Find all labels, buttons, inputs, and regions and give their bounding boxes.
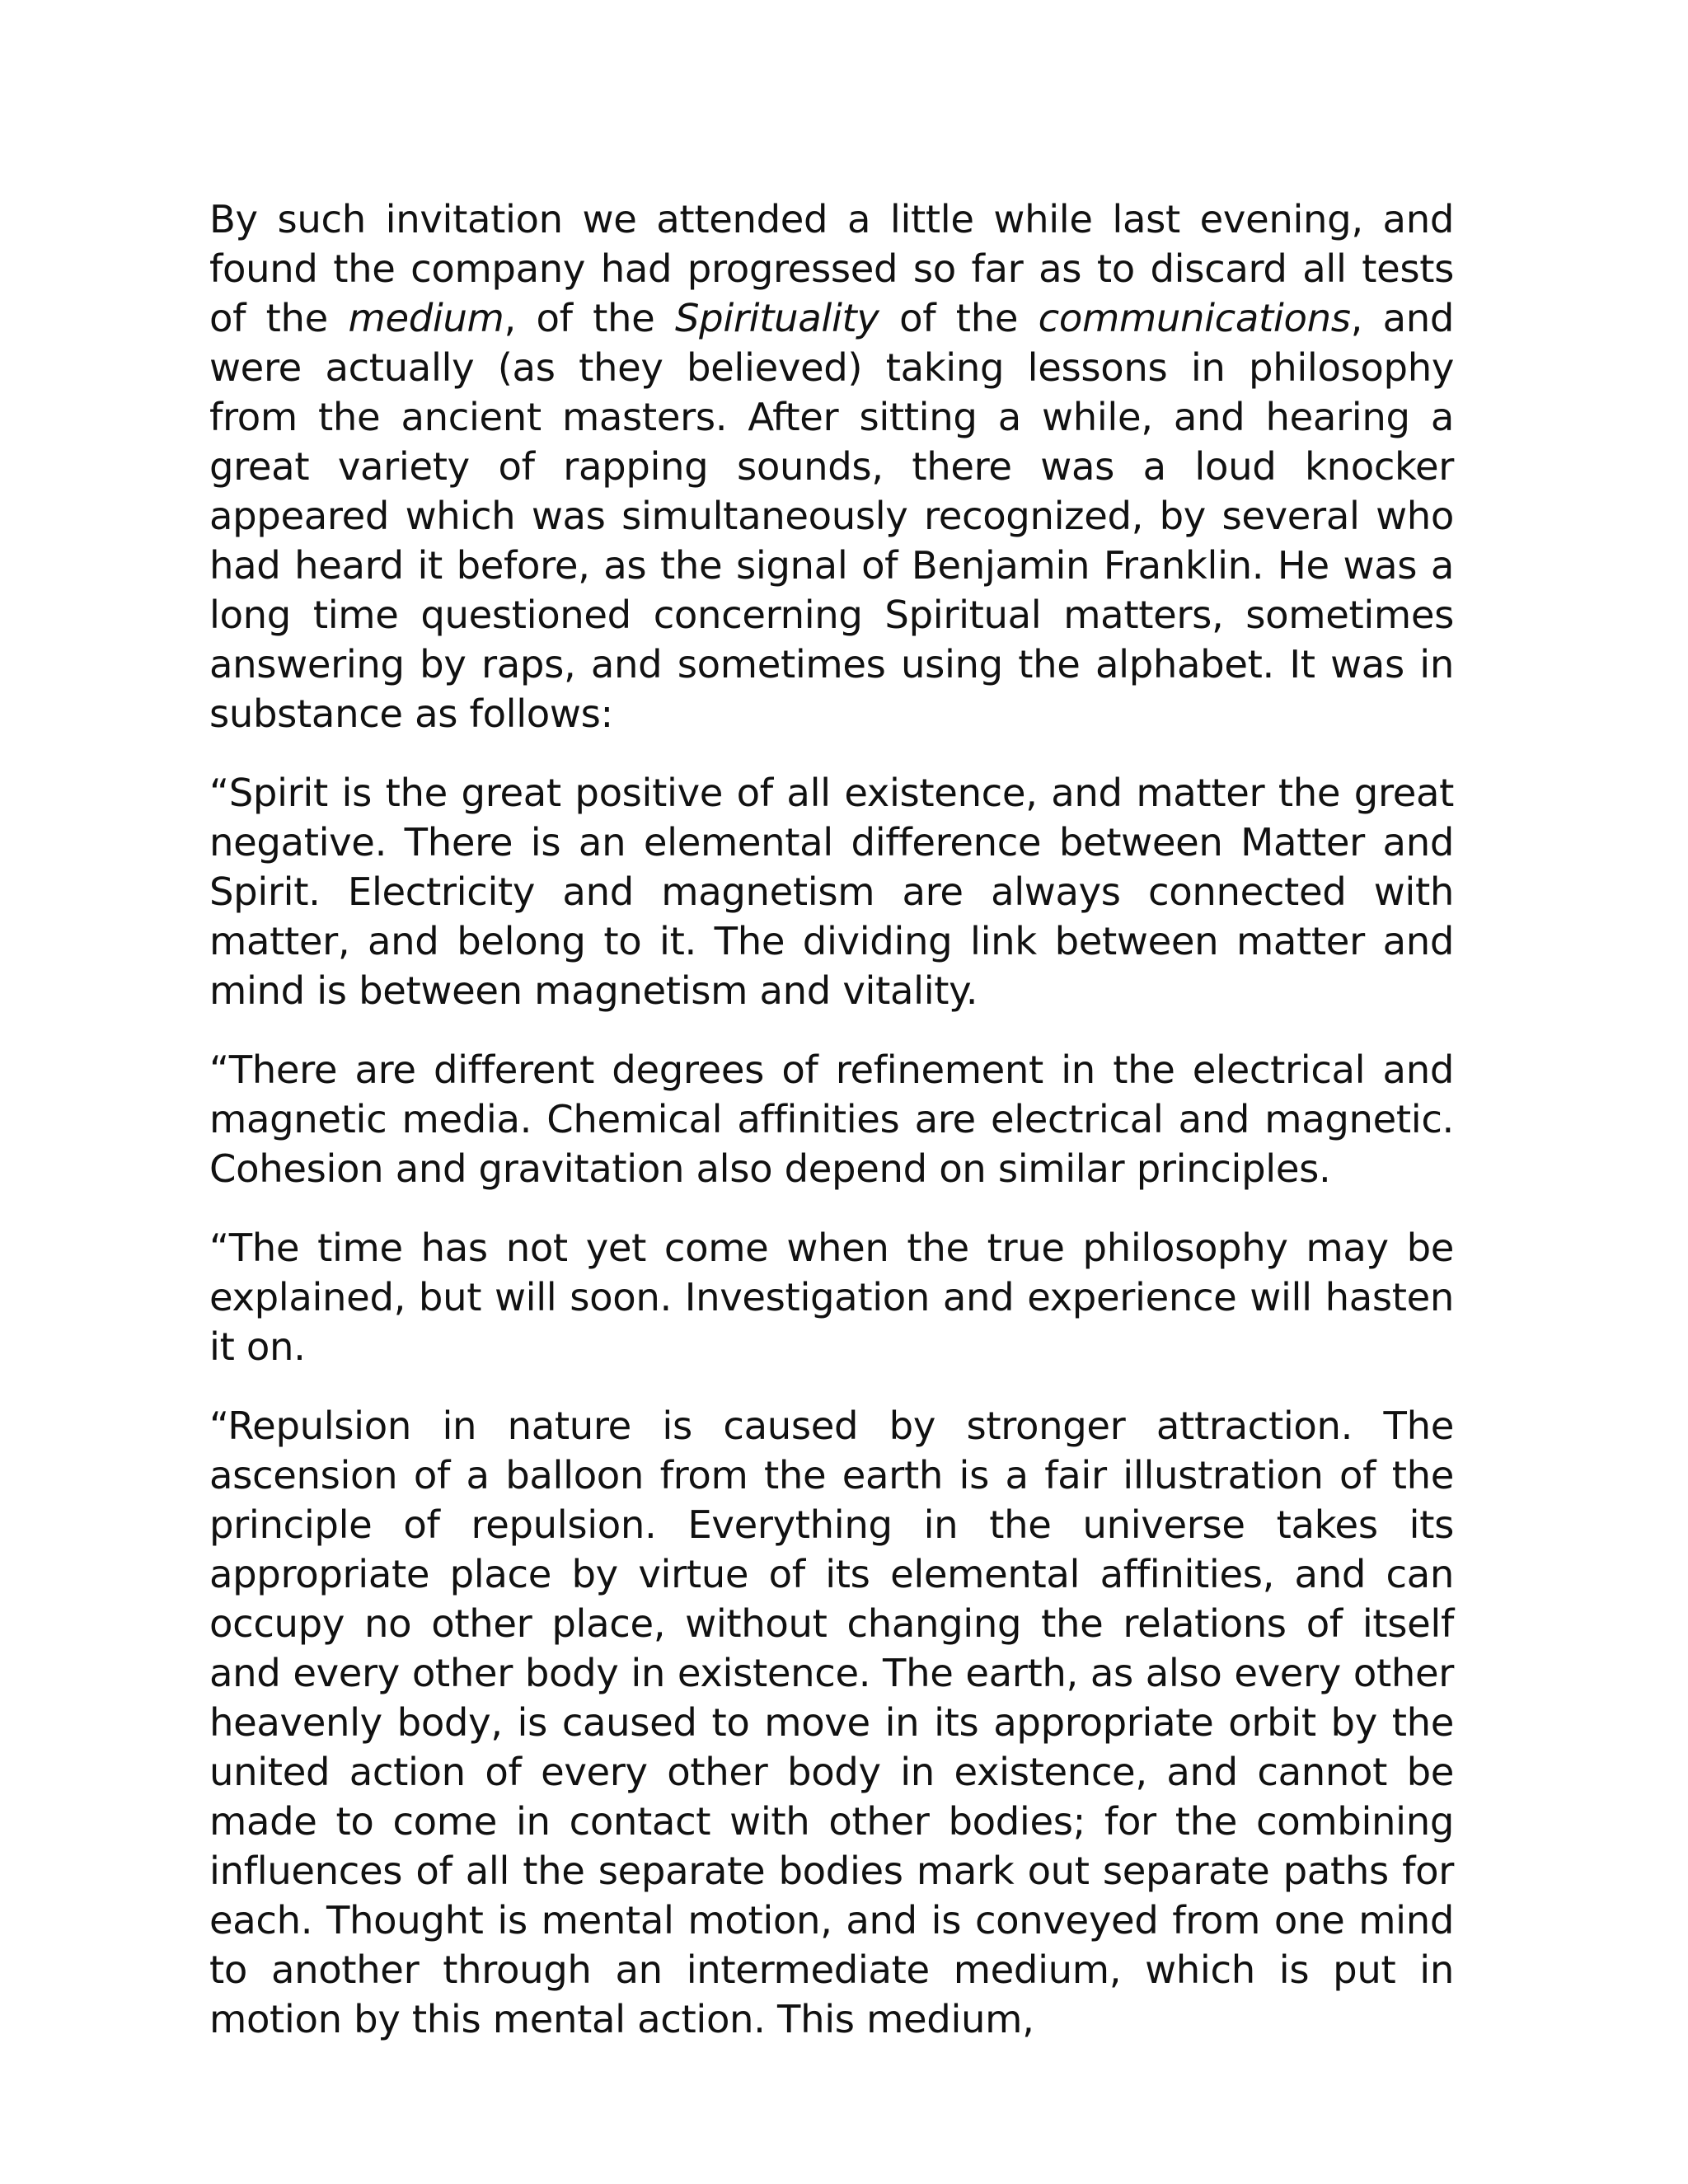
italic-term-medium: medium [348, 296, 504, 340]
paragraph-text: , and were actually (as they believed) taking lessons in philosophy from the ancient masters. After sitting a while, and hearing a great variety of rapping sounds, there was a loud knocker appeared which was simultaneously recognized, by several who had heard it before, as the signal of Benjamin Franklin. He was a long time questioned concerning Spiritual matters, sometimes answering by raps, and sometimes using the alphabet. It was in substance as follows: [209, 296, 1454, 736]
document-page [209, 194, 1454, 2044]
paragraph-repulsion: “Repulsion in nature is caused by stronger attraction. The ascension of a balloon from the earth is a fair illustration of the principle of repulsion. Everything in the universe takes its appropriate place by virtue of its elemental affinities, and can occupy no other place, without changing the relations of itself and every other body in existence. The earth, as also every other heavenly body, is caused to move in its appropriate orbit by the united action of every other body in existence, and cannot be made to come in contact with other bodies; for the combining influences of all the separate bodies mark out separate paths for each. Thought is mental motion, and is conveyed from one mind to another through an intermediate medium, which is put in motion by this mental action. This medium, [209, 1404, 1454, 2041]
italic-term-communications: communications [1038, 296, 1351, 340]
italic-term-spirituality: Spirituality [675, 296, 879, 340]
paragraph-philosophy: “The time has not yet come when the true philosophy may be explained, but will soon. Investigation and experience will hasten it on. [209, 1226, 1454, 1369]
paragraph-refinement: “There are different degrees of refinement in the electrical and magnetic media. Chemical affinities are electrical and magnetic. Cohesion and gravitation also depend on similar principles. [209, 1047, 1454, 1191]
paragraph-text: , of the [504, 296, 675, 340]
paragraph-invitation [209, 194, 1454, 738]
paragraph-text: of the [879, 296, 1039, 340]
paragraph-spirit: “Spirit is the great positive of all existence, and matter the great negative. There is an elemental difference between Matter and Spirit. Electricity and magnetism are always connected with matter, and belong to it. The dividing link between matter and mind is between magnetism and vitality. [209, 771, 1454, 1013]
paragraph-text: By such invitation we attended a little while last evening, and found the company had progressed so far as to discard all tests of the [209, 197, 1454, 340]
